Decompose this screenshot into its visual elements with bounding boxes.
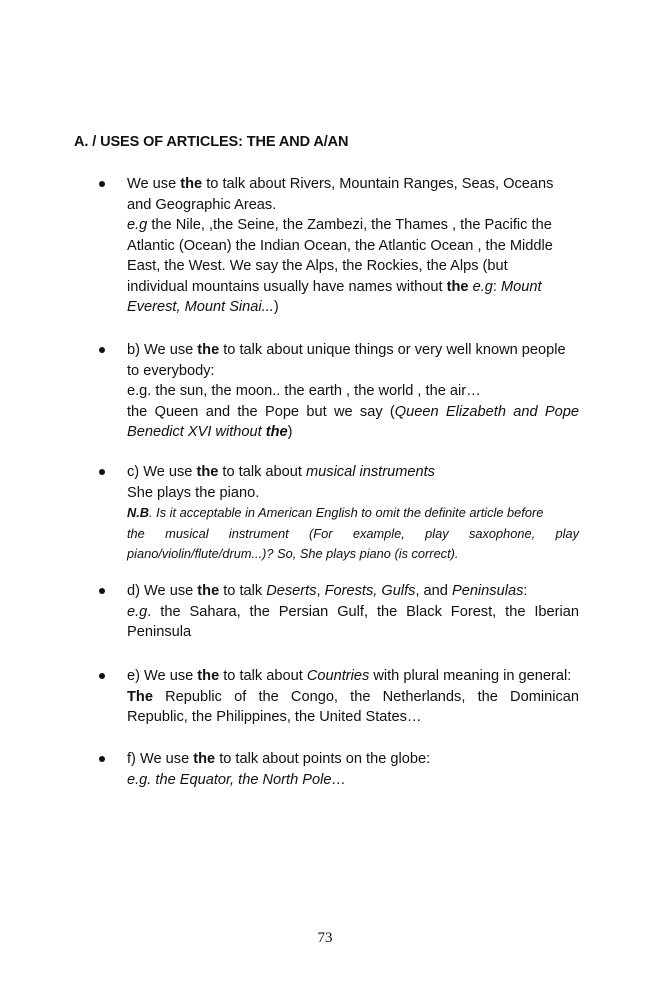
bullet-icon bbox=[99, 347, 105, 353]
text-line: d) We use the to talk Deserts, Forests, Gulfs, and Peninsulas: bbox=[127, 583, 528, 599]
text-line: e.g. the Sahara, the Persian Gulf, the Black Forest, the Iberian bbox=[127, 603, 579, 620]
text-line: piano/violin/flute/drum...)? So, She plays piano (is correct). bbox=[127, 546, 459, 561]
text-line: to everybody: bbox=[127, 362, 215, 379]
text-line: We use the to talk about Rivers, Mountain Ranges, Seas, Oceans bbox=[127, 176, 554, 192]
text-line: Atlantic (Ocean) the Indian Ocean, the Atlantic Ocean , the Middle bbox=[127, 237, 553, 254]
text-line: She plays the piano. bbox=[127, 484, 260, 501]
bullet-icon bbox=[99, 673, 105, 679]
text-line: the musical instrument (For example, play saxophone, play bbox=[127, 525, 579, 541]
text-line: N.B. Is it acceptable in American English to omit the definite article before bbox=[127, 505, 544, 520]
list-item-musical-instruments bbox=[127, 462, 579, 565]
text-line: Peninsula bbox=[127, 624, 192, 640]
text-line: e.g. the Equator, the North Pole… bbox=[127, 771, 347, 788]
text-line: Everest, Mount Sinai...) bbox=[127, 299, 279, 315]
text-line: The Republic of the Congo, the Netherlands, the Dominican bbox=[127, 688, 579, 705]
list-item-globe bbox=[127, 749, 579, 790]
section-heading: A. / USES OF ARTICLES: THE AND A/AN bbox=[74, 134, 349, 150]
list-item-unique-things bbox=[127, 340, 579, 443]
text-line: b) We use the to talk about unique things or very well known people bbox=[127, 342, 566, 358]
list-item-countries bbox=[127, 666, 579, 728]
text-line: and Geographic Areas. bbox=[127, 196, 277, 213]
bullet-icon bbox=[99, 588, 105, 594]
text-line: e) We use the to talk about Countries with plural meaning in general: bbox=[127, 668, 572, 684]
text-line: Republic, the Philippines, the United States… bbox=[127, 709, 422, 725]
list-item-deserts bbox=[127, 581, 579, 643]
bullet-icon bbox=[99, 181, 105, 187]
text-line: Benedict XVI without the) bbox=[127, 424, 293, 440]
text-line: e.g. the sun, the moon.. the earth , the world , the air… bbox=[127, 383, 481, 399]
bullet-icon bbox=[99, 756, 105, 762]
text-line: the Queen and the Pope but we say (Queen Elizabeth and Pope bbox=[127, 403, 579, 420]
text-line: c) We use the to talk about musical instruments bbox=[127, 464, 435, 480]
bullet-icon bbox=[99, 469, 105, 475]
page-number: 73 bbox=[317, 930, 333, 946]
text-line: individual mountains usually have names without the e.g: Mount bbox=[127, 278, 542, 295]
text-line: East, the West. We say the Alps, the Rockies, the Alps (but bbox=[127, 258, 508, 274]
text-line: e.g the Nile, ,the Seine, the Zambezi, the Thames , the Pacific the bbox=[127, 217, 552, 233]
list-item-rivers bbox=[127, 174, 579, 318]
text-line: f) We use the to talk about points on the globe: bbox=[127, 751, 431, 767]
